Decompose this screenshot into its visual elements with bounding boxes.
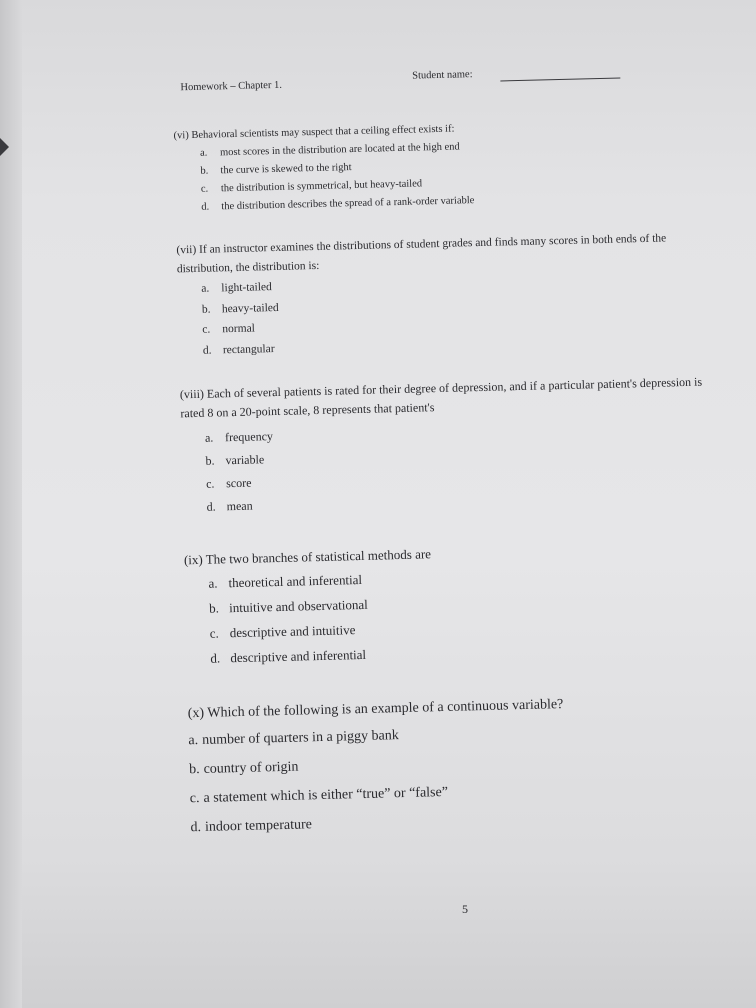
option-text: mean [226,498,253,514]
option-text: the distribution is symmetrical, but heavy-tailed [220,178,423,195]
student-name-line [500,78,620,82]
question-stem: (ix) The two branches of statistical methods are [183,546,432,568]
option-text: light-tailed [221,281,272,295]
option-list [188,713,729,842]
option-letter: b. [208,600,220,616]
paper-edge-mark [0,138,9,156]
option-text: indoor temperature [204,817,313,835]
option-letter: d. [190,819,202,836]
option-text: country of origin [203,759,299,777]
option-letter: c. [205,476,215,491]
option-letter: b. [205,453,215,468]
option-letter: a. [208,575,218,591]
question-stem: (vii) If an instructor examines the distributions of student grades and finds many scores in both ends of the distribution, the distribution is: [176,232,667,276]
option-text: theoretical and inferential [228,571,363,591]
option-text: rectangular [222,342,275,356]
question-stem: (vi) Behavioral scientists may suspect that a ceiling effect exists if: [173,123,455,142]
option-letter: c. [200,183,209,195]
homework-title: Homework – Chapter 1. [180,79,283,94]
question-vii [176,228,717,361]
option-letter: d. [206,499,216,514]
option-text: variable [225,452,265,468]
question-ix [184,536,725,671]
option-letter: a. [204,430,214,445]
option-text: descriptive and intuitive [229,622,356,641]
option-text: score [225,475,252,491]
page-header [150,56,711,100]
option-text: the distribution describes the spread of a rank-order variable [221,195,475,213]
question-stem: (x) Which of the following is an example of a continuous variable? [187,697,564,722]
option-list [201,266,717,361]
option-letter: b. [201,303,211,316]
option-letter: c. [189,791,200,807]
option-text: the curve is skewed to the right [220,162,352,177]
option-letter: a. [199,147,208,159]
option-text: a statement which is either “true” or “false” [203,784,449,806]
option-text: most scores in the distribution are located at the high end [219,141,460,159]
option-text: number of quarters in a piggy bank [201,728,399,748]
homework-page [150,56,729,842]
option-text: normal [222,322,256,336]
option-letter: d. [202,344,212,357]
option-list [200,132,714,216]
option-letter: c. [209,625,219,641]
option-list [208,558,724,671]
question-x [187,686,728,842]
option-letter: b. [200,165,209,177]
option-letter: a. [201,282,210,295]
option-text: heavy-tailed [221,301,279,315]
page-number: 5 [462,902,468,916]
option-letter: d. [210,650,221,666]
option-letter: c. [202,323,211,336]
question-vi [173,114,713,217]
option-text: intuitive and observational [228,596,368,616]
option-text: frequency [224,429,274,445]
option-letter: b. [188,761,200,778]
student-name-label: Student name: [412,69,473,82]
question-stem: (viii) Each of several patients is rated for their degree of depression, and if a particular patient's depression is rated 8 on a 20-point scale, 8 represents that patient's [179,374,703,421]
option-letter: d. [201,201,210,213]
option-letter: a. [188,733,199,749]
option-list [205,414,721,519]
question-viii [180,372,721,519]
option-text: descriptive and inferential [230,646,367,666]
